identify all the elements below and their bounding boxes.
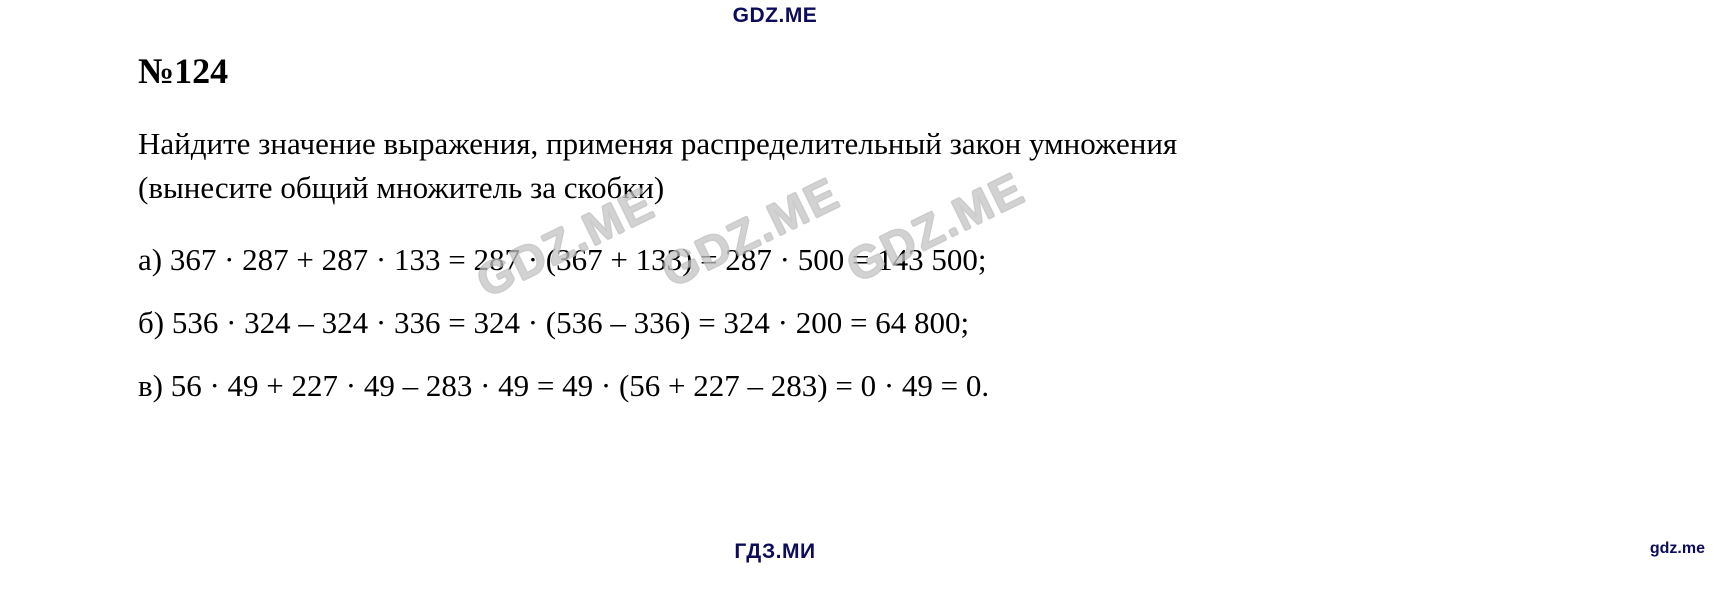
corner-site-brand: gdz.me	[1649, 540, 1705, 557]
bottom-site-brand: ГДЗ.МИ	[734, 540, 816, 563]
solution-line-a: а) 367 · 287 + 287 · 133 = 287 · (367 + 133) = 287 · 500 = 143 500;	[138, 241, 987, 277]
solution-line-b: б) 536 · 324 – 324 · 336 = 324 · (536 – 336) = 324 · 200 = 64 800;	[138, 304, 970, 340]
solution-line-c: в) 56 · 49 + 227 · 49 – 283 · 49 = 49 · (56 + 227 – 283) = 0 · 49 = 0.	[138, 368, 990, 403]
task-statement: Найдите значение выражения, применяя распределительный закон умножения (вынесите общий множитель за скобки)	[138, 125, 1178, 205]
watermark: GDZ.ME	[838, 161, 1033, 293]
watermark: GDZ.ME	[468, 176, 663, 308]
watermark: GDZ.ME	[653, 166, 848, 298]
task-number: №124	[138, 51, 229, 91]
top-site-brand: GDZ.ME	[732, 4, 818, 27]
task-content	[138, 52, 1428, 417]
